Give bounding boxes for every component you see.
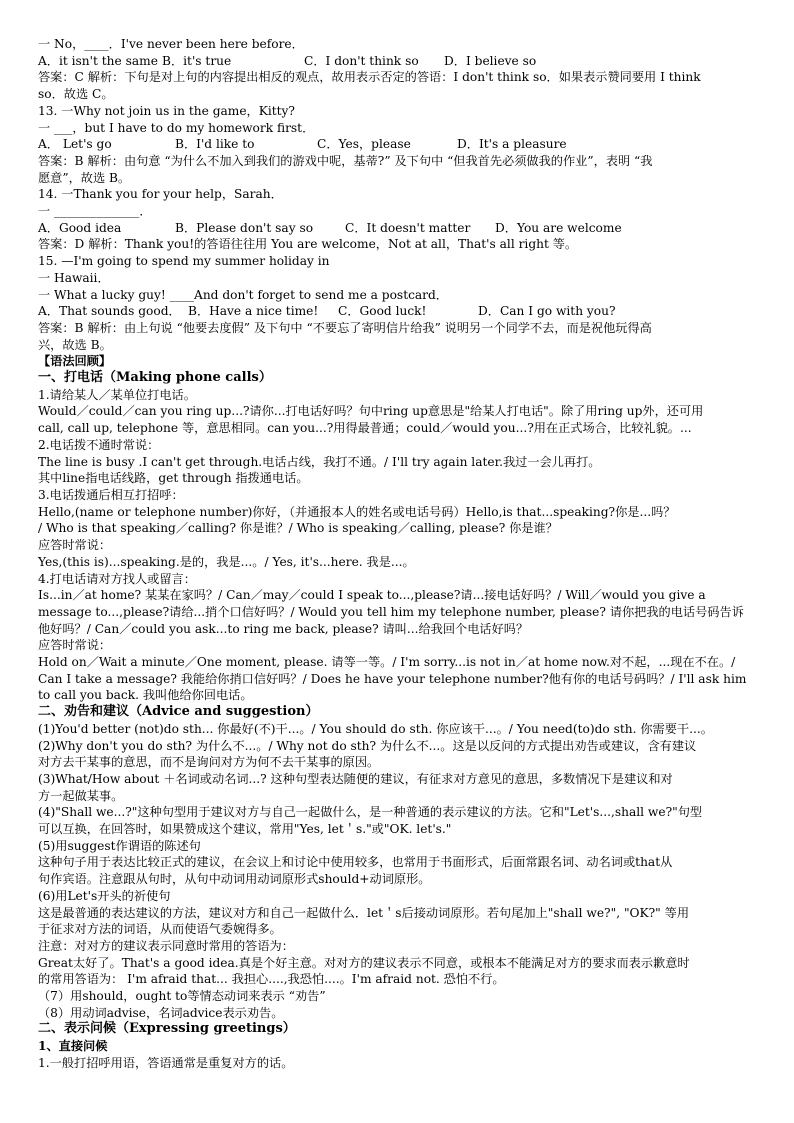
advice-point-4-line2: 可以互换，在回答时，如果赞成这个建议，常用"Yes, let＇s."或"OK. let's." [38,822,452,837]
advice-point-5-line2: 句作宾语。注意跟从句时，从句中动词用动词原形式should+动词原形。 [38,872,431,887]
phone-point-3-line2: / Who is that speaking／calling? 你是谁？/ Who is speaking／calling, please? 你是谁？ [38,521,558,536]
q12-options [38,53,758,70]
q14-options [38,220,758,237]
phone-point-4-line1: Is...in／at home? 某某在家吗？/ Can／may／could I speak to...,please?请...接电话好吗？/ Will／would you give a [38,588,706,603]
q15-stem-line3: 一 What a lucky guy! ____And don't forget to send me a postcard． [38,287,448,302]
q13-option-b: B．I'd like to [175,137,255,152]
phone-point-4-line4: 应答时常说： [38,638,112,653]
q14-stem-line1: 14. 一Thank you for your help，Sarah． [38,187,283,202]
q13-answer-line1: 答案：B 解析：由句意 “为什么不加入到我们的游戏中呢，基蒂?” 及下句中 “但我首先必须做我的作业”，表明 “我 [38,153,653,168]
q14-option-a: A．Good idea [38,220,122,235]
phone-point-3: 3.电话拨通后相互打招呼： [38,487,184,502]
advice-point-6-line3: Great太好了。That's a good idea.真是个好主意。对对方的建议表示不同意，或根本不能满足对方的要求而表示歉意时 [38,955,690,970]
q15-option-b: B．Have a nice time! [188,304,319,319]
phone-point-4-line3: 他好吗？/ Can／could you ask...to ring me back, please? 请叫...给我回个电话好吗？ [38,621,529,636]
greetings-point-1: 1.一般打招呼用语，答语通常是重复对方的话。 [38,1055,294,1070]
q14-answer: 答案：D 解析：Thank you!的答语往往用 You are welcome，Not at all，That's all right 等。 [38,237,578,252]
q13-option-a: A． Let's go [38,137,112,152]
phone-point-4-line6: Can I take a message? 我能给你捎口信好吗？/ Does he have your telephone number?他有你的电话号码吗？/ I'll ask him [38,671,747,686]
q13-answer-line2: 愿意”，故选 B。 [38,170,131,185]
document-page [38,36,758,1072]
section-phone-calls-title: 一、打电话（Making phone calls） [38,370,272,386]
q14-option-b: B．Please don't say so [175,220,314,235]
grammar-review-header: 【语法回顾】 [38,354,112,369]
greetings-subtitle: 1、直接问候 [38,1039,108,1054]
phone-point-4-line2: message to...,please?请给...捎个口信好吗？/ Would you tell him my telephone number, please? 请你把我的电话号码告诉 [38,604,744,619]
q13-option-d: D．It's a pleasure [457,137,567,152]
phone-point-2: 2.电话拨不通时常说： [38,437,160,452]
phone-point-4-line5: Hold on／Wait a minute／One moment, please. 请等一等。/ I'm sorry...is not in／at home now.对不起，...现在不在。/ [38,655,736,670]
advice-point-4-line1: (4)"Shall we...?"这种句型用于建议对方与自己一起做什么，是一种普通的表示建议的方法。它和"Let's...,shall we?"句型 [38,805,703,820]
advice-point-6-line2: 于征求对方法的词语，从而使语气委婉得多。 [38,922,282,937]
advice-point-1: (1)You'd better (not)do sth... 你最好(不)干...。/ You should do sth. 你应该干...。/ You need(to)do sth. 你需要干...。 [38,721,713,736]
q12-option-c: C．I don't think so [304,53,419,68]
q15-option-a: A．That sounds good． [38,304,181,319]
q14-stem-line2: 一 ______________． [38,204,152,219]
q14-option-c: C．It doesn't matter [345,220,471,235]
q12-option-d: D．I believe so [444,53,537,68]
advice-point-5-line1: 这种句子用于表达比较正式的建议，在会议上和讨论中使用较多，也常用于书面形式，后面常跟名词、动名词或that从 [38,855,673,870]
q12-stem: 一 No，____．I've never been here before． [38,37,304,51]
advice-point-2-line2: 对方去干某事的意思，而不是询问对方为何不去干某事的原因。 [38,755,380,770]
phone-point-4: 4.打电话请对方找人或留言： [38,571,196,586]
advice-point-7: （7）用should，ought to等情态动词来表示 “劝告” [38,989,326,1004]
advice-point-6-note: 注意：对对方的建议表示同意时常用的答语为： [38,938,294,953]
advice-point-3-line1: (3)What/How about ＋名词或动名词...? 这种句型表达随便的建议，有征求对方意见的意思，多数情况下是建议和对 [38,771,673,786]
q13-option-c: C．Yes，please [317,137,411,152]
advice-point-6: (6)用Let's开头的祈使句 [38,888,171,903]
phone-point-4-line7: to call you back. 我叫他给你回电话。 [38,688,253,703]
advice-point-2-line1: (2)Why don't you do sth? 为什么不...。/ Why not do sth? 为什么不...。这是以反问的方式提出劝告或建议，含有建议 [38,738,697,753]
q15-stem-line2: 一 Hawaii． [38,270,110,285]
phone-point-3-line3: 应答时常说： [38,538,112,553]
q15-option-d: D．Can I go with you? [478,304,616,319]
phone-point-3-line1: Hello,(name or telephone number)你好，（并通报本人的姓名或电话号码）Hello,is that...speaking?你是...吗？ [38,504,676,519]
advice-point-8: （8）用动词advise，名词advice表示劝告。 [38,1005,284,1020]
advice-point-3-line2: 方一起做某事。 [38,788,124,803]
q12-option-b: B．it's true [162,53,232,68]
phone-point-1-line2: call, call up, telephone 等，意思相同。can you...?用得最普通；could／would you...?用在正式场合，比较礼貌。... [38,421,692,436]
phone-point-2-line1: The line is busy .I can't get through.电话占线，我打不通。/ I'll try again later.我过一会儿再打。 [38,454,601,469]
q15-answer-line2: 兴，故选 B。 [38,337,112,352]
section-advice-title: 二、劝告和建议（Advice and suggestion） [38,704,319,720]
advice-point-6-line1: 这是最普通的表达建议的方法，建议对方和自己一起做什么．let＇s后接动词原形。若句尾加上"shall we?", "OK?" 等用 [38,905,690,920]
section-greetings-title: 二、表示问候（Expressing greetings） [38,1021,296,1037]
q12-answer-line2: so．故选 C。 [38,87,114,102]
q15-answer-line1: 答案：B 解析：由上句说 “他要去度假” 及下句中 “不要忘了寄明信片给我” 说明另一个同学不去，而是祝他玩得高 [38,320,652,335]
q14-option-d: D．You are welcome [495,220,622,235]
advice-point-6-line4: 的常用答语为： I'm afraid that... 我担心....,我恐怕....。I'm afraid not. 恐怕不行。 [38,972,505,987]
q12-option-a: A．it isn't the same [38,53,158,68]
q15-stem-line1: 15. —I'm going to spend my summer holiday in [38,254,330,269]
q13-options [38,136,758,153]
advice-point-5: (5)用suggest作谓语的陈述句 [38,838,201,853]
q13-stem-line2: 一 ___，but I have to do my homework first． [38,120,315,135]
phone-point-1: 1.请给某人／某单位打电话。 [38,387,196,402]
q15-options [38,303,758,320]
q15-option-c: C．Good luck! [338,304,427,319]
phone-point-2-line2: 其中line指电话线路，get through 指拨通电话。 [38,471,309,486]
q12-answer-line1: 答案：C 解析：下句是对上句的内容提出相反的观点，故用表示否定的答语：I don't think so．如果表示赞同要用 I think [38,70,701,85]
phone-point-1-line1: Would／could／can you ring up...?请你...打电话好吗？句中ring up意思是"给某人打电话"。除了用ring up外，还可用 [38,404,704,419]
phone-point-3-line4: Yes,(this is)...speaking.是的，我是...。/ Yes, it's...here. 我是...。 [38,554,415,569]
q13-stem-line1: 13. 一Why not join us in the game，Kitty? [38,103,295,118]
